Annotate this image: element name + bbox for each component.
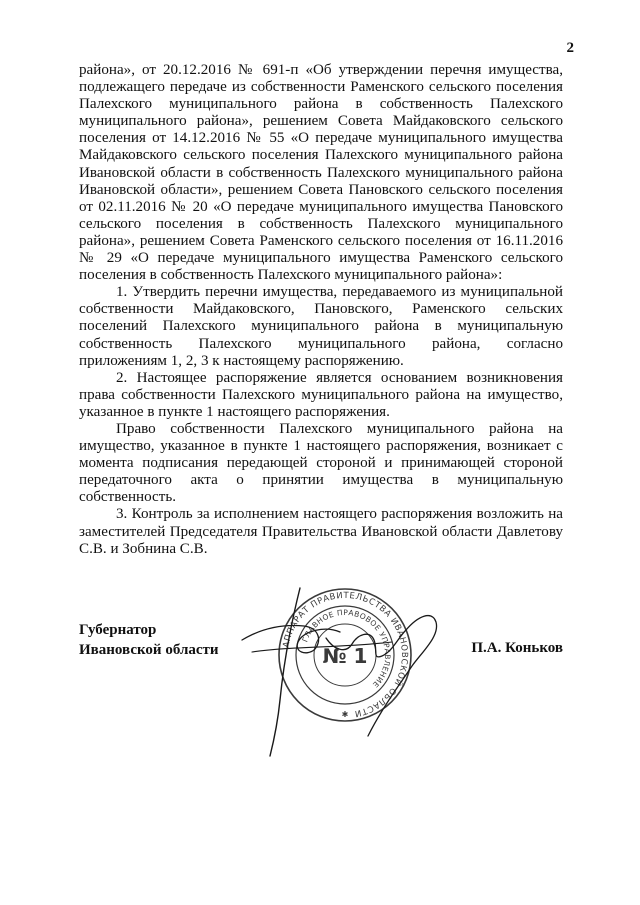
paragraph-preamble: района», от 20.12.2016 № 691-п «Об утверждении перечня имущества, подлежащего передаче из собственности Раменского сельского поселения Палехского муниципального района в собственность Палехского муниципального района», решением Совета Майдаковского сельского поселения от 14.12.2016 № 55 «О передаче муниципального имущества Майдаковского сельского поселения Палехского муниципального района Ивановской области в собственность Палехского муниципального района Ивановской области», решением Совета Пановского сельского поселения от 02.11.2016 № 20 «О передаче муниципального имущества Пановского сельского поселения в собственность Палехского муниципального района», решением Совета Раменского сельского поселения от 16.11.2016 № 29 «О передаче муниципального имущества Раменского сельского поселения в собственность Палехского муниципального района»: bbox=[79, 62, 563, 284]
page-number: 2 bbox=[566, 40, 574, 56]
paragraph-item-1: 1. Утвердить перечни имущества, передаваемого из муниципальной собственности Майдаковского, Пановского, Раменского сельских поселений Палехского муниципального района в муниципальную собственность Палехского муниципального района, согласно приложениям 1, 2, 3 к настоящему распоряжению. bbox=[79, 284, 563, 369]
signer-name: П.А. Коньков bbox=[471, 640, 563, 656]
paragraph-item-2: 2. Настоящее распоряжение является основанием возникновения права собственности Палехского муниципального района на имущество, указанное в пункте 1 настоящего распоряжения. bbox=[79, 369, 563, 420]
signer-title-line1: Губернатор bbox=[79, 622, 157, 638]
signer-title-line2: Ивановской области bbox=[79, 642, 219, 658]
paragraph-ownership: Право собственности Палехского муниципального района на имущество, указанное в пункте 1 настоящего распоряжения, возникает с момента подписания передающей стороной и принимающей стороной передаточного акта о принятии имущества в муниципальную собственность. bbox=[79, 420, 563, 506]
paragraph-item-3: 3. Контроль за исполнением настоящего распоряжения возложить на заместителей Председателя Правительства Ивановской области Давлетову С.В. и Зобнина С.В. bbox=[79, 506, 563, 557]
document-body bbox=[79, 62, 563, 558]
handwritten-signature bbox=[222, 580, 452, 760]
stamp-inner-text: ГЛАВНОЕ ПРАВОВОЕ УПРАВЛЕНИЕ bbox=[300, 607, 393, 690]
stamp-outer-text: АППАРАТ ПРАВИТЕЛЬСТВА ИВАНОВСКОЙ ОБЛАСТИ bbox=[281, 590, 410, 719]
signer-title bbox=[79, 620, 219, 660]
stamp-number: № 1 bbox=[322, 644, 368, 668]
stamp-star-icon: ✱ bbox=[341, 710, 349, 719]
